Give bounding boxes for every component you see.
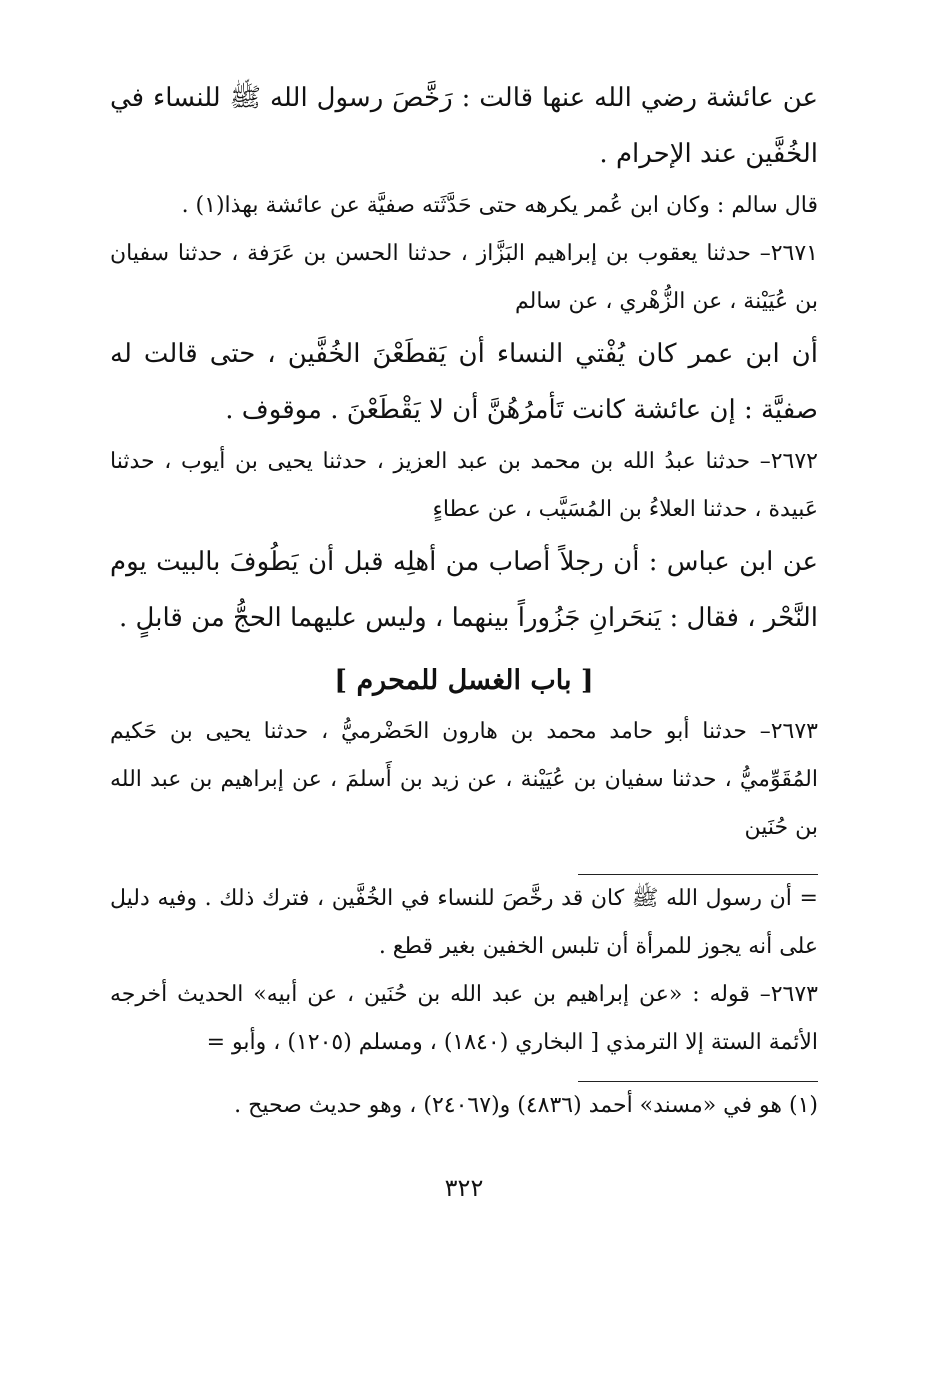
commentary-2673: ٢٦٧٣– قوله : «عن إبراهيم بن عبد الله بن حُنَين ، عن أبيه» الحديث أخرجه الأئمة الستة إلا الترمذي [ البخاري (١٨٤٠) ، ومسلم (١٢٠٥) ، وأبو = bbox=[110, 982, 818, 1055]
hadith-text-aisha: عن عائشة رضي الله عنها قالت : رَخَّصَ رسول الله ﷺ للنساء في الخُفَّين عند الإحرام . bbox=[110, 83, 818, 169]
footnote-1: (١) هو في «مسند» أحمد (٤٨٣٦) و(٢٤٠٦٧) ، وهو حديث صحيح . bbox=[234, 1093, 818, 1118]
isnad-2671: ٢٦٧١– حدثنا يعقوب بن إبراهيم البَزَّاز ، حدثنا الحسن بن عَرَفة ، حدثنا سفيان بن عُيَيْنة ، عن الزُّهْري ، عن سالم bbox=[110, 241, 818, 314]
chapter-heading: [ باب الغسل للمحرم ] bbox=[334, 665, 594, 696]
page-content bbox=[110, 70, 818, 1206]
isnad-2672: ٢٦٧٢– حدثنا عبدُ الله بن محمد بن عبد العزيز ، حدثنا يحيى بن أيوب ، حدثنا عَبيدة ، حدثنا العلاءُ بن المُسَيَّب ، عن عطاءٍ bbox=[110, 449, 818, 522]
salim-statement: قال سالم : وكان ابن عُمر يكرهه حتى حَدَّثَته صفيَّة عن عائشة بهذا(١) . bbox=[181, 193, 818, 218]
hadith-text-2672: عن ابن عباس : أن رجلاً أصاب من أهلِه قبل أن يَطُوفَ بالبيت يوم النَّحْر ، فقال : يَنحَرانِ جَزُوراً بينهما ، وليس عليهما الحجُّ من قابلٍ . bbox=[110, 547, 818, 633]
commentary-continued: = أن رسول الله ﷺ كان قد رخَّصَ للنساء في الخُفَّين ، فترك ذلك . وفيه دليل على أنه يجوز للمرأة أن تلبس الخفين بغير قطع . bbox=[110, 886, 818, 959]
isnad-2673: ٢٦٧٣– حدثنا أبو حامد محمد بن هارون الحَضْرميُّ ، حدثنا يحيى بن حَكيم المُقَوِّميُّ ، حدثنا سفيان بن عُيَيْنة ، عن زيد بن أَسلمَ ، عن إبراهيم بن عبد الله بن حُنَين bbox=[110, 719, 818, 840]
page-number: ٣٢٢ bbox=[444, 1174, 484, 1202]
hadith-text-2671: أن ابن عمر كان يُفْتي النساء أن يَقطَعْنَ الخُفَّين ، حتى قالت له صفيَّة : إن عائشة كانت تَأمرُهُنَّ أن لا يَقْطَعْنَ . موقوف . bbox=[110, 339, 818, 425]
